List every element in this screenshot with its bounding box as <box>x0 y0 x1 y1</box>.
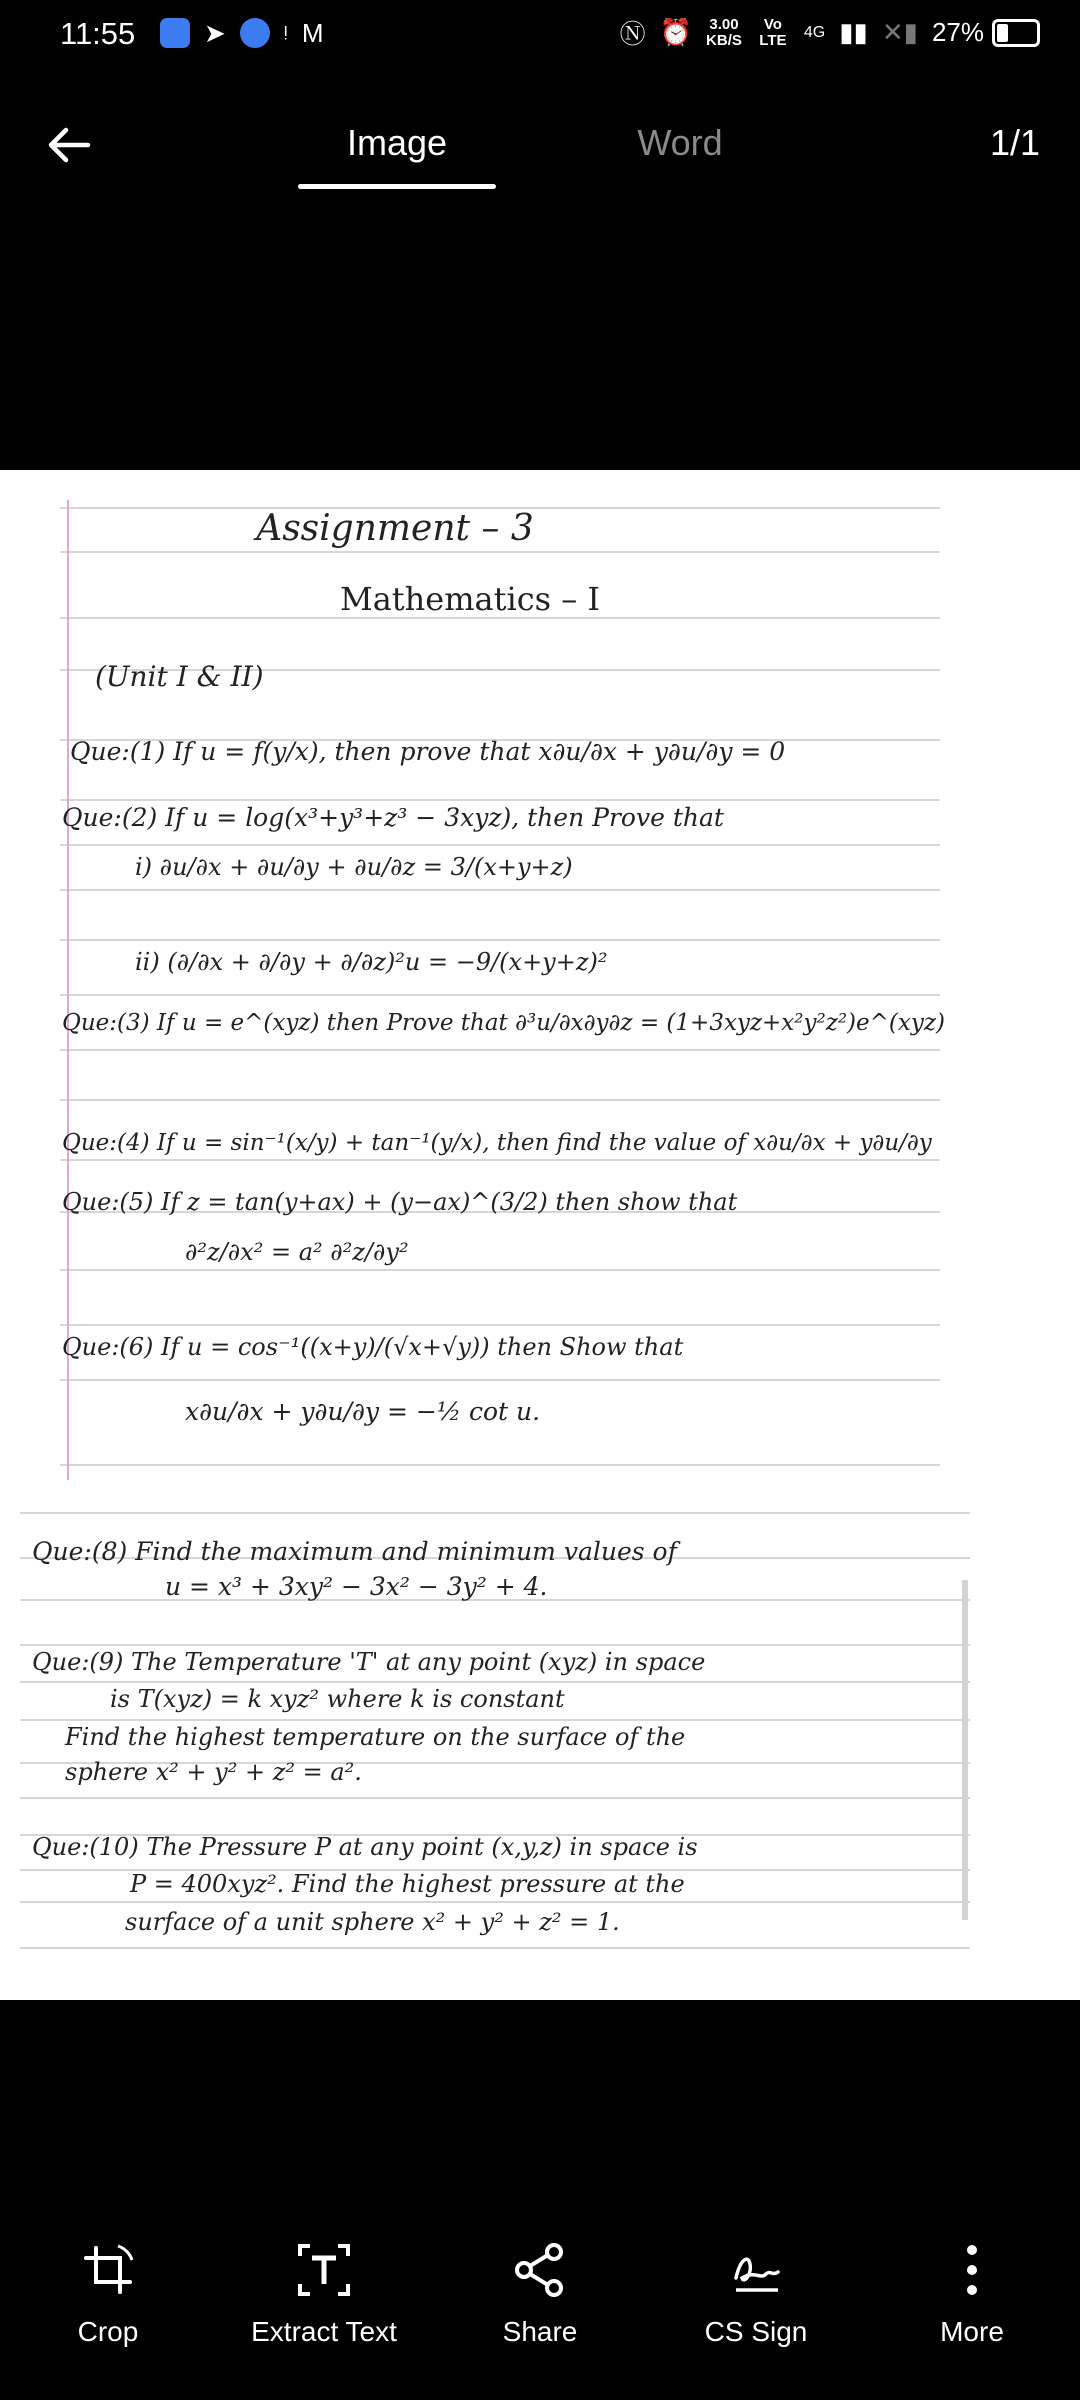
doc-subject: Mathematics – I <box>339 580 601 618</box>
question-10-line1: Que:(10) The Pressure P at any point (x,y,z) in space is <box>32 1833 698 1861</box>
signature-icon <box>726 2240 786 2300</box>
question-2: Que:(2) If u = log(x³+y³+z³ − 3xyz), then Prove that <box>62 803 724 832</box>
ruled-lines-page1 <box>60 508 940 1465</box>
document-image[interactable] <box>0 470 1080 2000</box>
doc-title: Assignment – 3 <box>256 508 534 549</box>
page-counter: 1/1 <box>989 122 1040 163</box>
tab-word[interactable]: Word <box>637 122 723 163</box>
back-arrow-icon[interactable] <box>44 120 94 170</box>
document-scan <box>0 470 1080 2000</box>
battery-icon <box>992 19 1040 47</box>
bottom-toolbar <box>0 2240 1080 2400</box>
question-4: Que:(4) If u = sin⁻¹(x/y) + tan⁻¹(y/x), then find the value of x∂u/∂x + y∂u/∂y <box>62 1130 932 1156</box>
more-label: More <box>940 2316 1004 2347</box>
telegram-icon: ➤ <box>204 18 226 48</box>
person-icon: ᵎ <box>283 18 288 48</box>
question-9-line4: sphere x² + y² + z² = a². <box>65 1758 362 1786</box>
doc-units: (Unit I & II) <box>95 660 264 693</box>
top-bar <box>0 100 1080 200</box>
cs-sign-button[interactable] <box>648 2240 864 2348</box>
question-10-line3: surface of a unit sphere x² + y² + z² = 1. <box>125 1908 620 1936</box>
tab-active-indicator <box>298 184 496 189</box>
question-9-line1: Que:(9) The Temperature 'T' at any point (xyz) in space <box>32 1648 706 1676</box>
question-3: Que:(3) If u = e^(xyz) then Prove that ∂³u/∂x∂y∂z = (1+3xyz+x²y²z²)e^(xyz) <box>62 1010 945 1036</box>
question-6-eq: x∂u/∂x + y∂u/∂y = −½ cot u. <box>185 1397 541 1426</box>
scroll-edge <box>962 1580 968 1920</box>
signal-icon: ▮▮ <box>839 17 868 47</box>
battery <box>932 17 1040 48</box>
battery-fill <box>997 24 1008 42</box>
network-speed: 3.00 KB/S <box>706 15 742 49</box>
more-button[interactable] <box>864 2240 1080 2348</box>
question-8: Que:(8) Find the maximum and minimum values of <box>32 1537 677 1566</box>
more-vertical-icon <box>942 2240 1002 2300</box>
volte-badge: Vo LTE <box>759 15 787 49</box>
question-5-eq: ∂²z/∂x² = a² ∂²z/∂y² <box>185 1238 409 1266</box>
nfc-icon: Ⓝ <box>619 19 646 49</box>
cs-sign-label: CS Sign <box>704 2316 808 2347</box>
question-5: Que:(5) If z = tan(y+ax) + (y−ax)^(3/2) then show that <box>62 1188 738 1216</box>
notification-icons <box>160 18 324 48</box>
alarm-icon: ⏰ <box>659 17 693 47</box>
status-right <box>620 14 1040 51</box>
network-type: 4G <box>803 23 826 41</box>
extract-text-label: Extract Text <box>251 2316 397 2347</box>
app-notification-icon <box>160 18 190 48</box>
share-label: Share <box>502 2316 578 2347</box>
question-8-eq: u = x³ + 3xy² − 3x² − 3y² + 4. <box>165 1572 548 1601</box>
question-9-line2: is T(xyz) = k xyz² where k is constant <box>110 1685 565 1713</box>
signal-icon-2: ✕▮ <box>881 17 918 47</box>
crop-label: Crop <box>77 2316 139 2347</box>
messenger-icon <box>240 18 270 48</box>
extract-text-button[interactable] <box>216 2240 432 2348</box>
status-bar <box>0 0 1080 70</box>
crop-button[interactable] <box>0 2240 216 2348</box>
question-10-line2: P = 400xyz². Find the highest pressure at the <box>130 1870 685 1898</box>
battery-percent: 27% <box>931 17 984 47</box>
question-6: Que:(6) If u = cos⁻¹((x+y)/(√x+√y)) then Show that <box>62 1333 684 1361</box>
question-1: Que:(1) If u = f(y/x), then prove that x∂u/∂x + y∂u/∂y = 0 <box>70 737 786 766</box>
question-2-i: i) ∂u/∂x + ∂u/∂y + ∂u/∂z = 3/(x+y+z) <box>135 853 573 881</box>
extract-text-icon <box>294 2240 354 2300</box>
status-time: 11:55 <box>60 16 136 51</box>
crop-icon <box>78 2240 138 2300</box>
share-icon <box>510 2240 570 2300</box>
share-button[interactable] <box>432 2240 648 2348</box>
question-9-line3: Find the highest temperature on the surface of the <box>65 1723 686 1751</box>
gmail-icon: M <box>301 18 324 48</box>
question-2-ii: ii) (∂/∂x + ∂/∂y + ∂/∂z)²u = −9/(x+y+z)² <box>135 948 608 976</box>
tab-image[interactable]: Image <box>346 122 448 163</box>
